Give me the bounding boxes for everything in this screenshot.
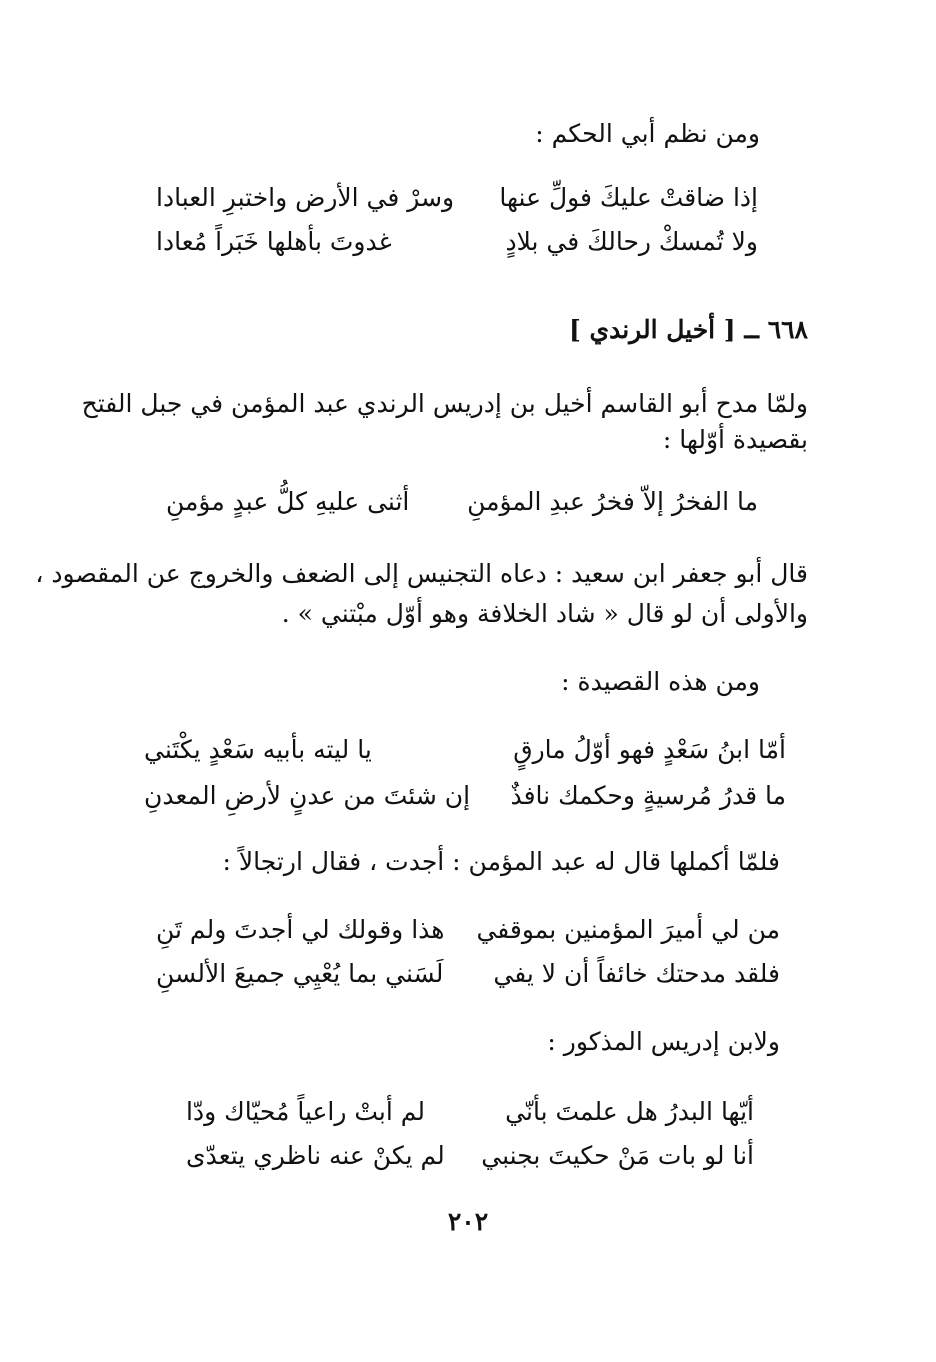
- hemistich-second: أثنى عليهِ كلُّ عبدٍ مؤمنِ: [166, 487, 410, 516]
- verse-3-line-1: [144, 734, 786, 766]
- section-heading: ٦٦٨ ــ [ أخيل الرندي ]: [568, 315, 808, 344]
- verse-5-line-2: [186, 1140, 754, 1172]
- verse-4-line-1: [156, 914, 780, 946]
- hemistich-second: وسرْ في الأرض واختبرِ العبادا: [156, 183, 455, 212]
- hemistich-second: لم أبتْ راعياً مُحيّاك ودّا: [186, 1097, 426, 1126]
- hemistich-second: لم يكنْ عنه ناظري يتعدّى: [186, 1141, 445, 1170]
- hemistich-second: غدوتَ بأهلها خَبَراً مُعادا: [156, 227, 392, 256]
- hemistich-first: فلقد مدحتك خائفاً أن لا يفي: [493, 959, 780, 988]
- prose-1-line-2: بقصيدة أوّلها :: [662, 425, 808, 454]
- prose-2-line-1: قال أبو جعفر ابن سعيد : دعاه التجنيس إلى الضعف والخروج عن المقصود ،: [35, 559, 808, 588]
- hemistich-first: ما قدرُ مُرسيةٍ وحكمك نافذٌ: [510, 781, 786, 810]
- verse-3-line-2: [144, 780, 786, 812]
- verse-2: [166, 486, 758, 518]
- hemistich-first: أيّها البدرُ هل علمتَ بأنّي: [505, 1097, 754, 1126]
- verse-1-line-1: [156, 182, 758, 214]
- hemistich-first: من لي أميرَ المؤمنين بموقفي: [476, 915, 780, 944]
- intro-line-qasida: ومن هذه القصيدة :: [561, 667, 760, 696]
- hemistich-second: إن شئتَ من عدنٍ لأرضِ المعدنِ: [144, 781, 471, 810]
- hemistich-first: أنا لو بات مَنْ حكيتَ بجنبي: [481, 1141, 754, 1170]
- prose-2-line-2: والأولى أن لو قال « شاد الخلافة وهو أوّل مبْتني » .: [281, 599, 808, 628]
- hemistich-first: ما الفخرُ إلاّ فخرُ عبدِ المؤمنِ: [467, 487, 758, 516]
- hemistich-second: لَسَني بما يُعْيِي جميعَ الألسنِ: [156, 959, 444, 988]
- page-number: ٢٠٢: [447, 1207, 489, 1236]
- intro-line-ibn-idris: ولابن إدريس المذكور :: [547, 1027, 780, 1056]
- intro-line-abi-alhakam: ومن نظم أبي الحكم :: [535, 119, 760, 148]
- intro-line-irtijal: فلمّا أكملها قال له عبد المؤمن : أجدت ، فقال ارتجالاً :: [222, 847, 780, 876]
- hemistich-second: هذا وقولك لي أجدتَ ولم تَنِ: [156, 915, 445, 944]
- hemistich-first: أمّا ابنُ سَعْدٍ فهو أوّلُ مارقٍ: [513, 735, 786, 764]
- hemistich-second: يا ليته بأبيه سَعْدٍ يكْتَني: [144, 735, 372, 764]
- verse-5-line-1: [186, 1096, 754, 1128]
- verse-1-line-2: [156, 226, 758, 258]
- hemistich-first: ولا تُمسكْ رحالكَ في بلادٍ: [505, 227, 758, 256]
- verse-4-line-2: [156, 958, 780, 990]
- prose-1-line-1: ولمّا مدح أبو القاسم أخيل بن إدريس الرندي عبد المؤمن في جبل الفتح: [81, 389, 808, 418]
- hemistich-first: إذا ضاقتْ عليكَ فولِّ عنها: [499, 183, 758, 212]
